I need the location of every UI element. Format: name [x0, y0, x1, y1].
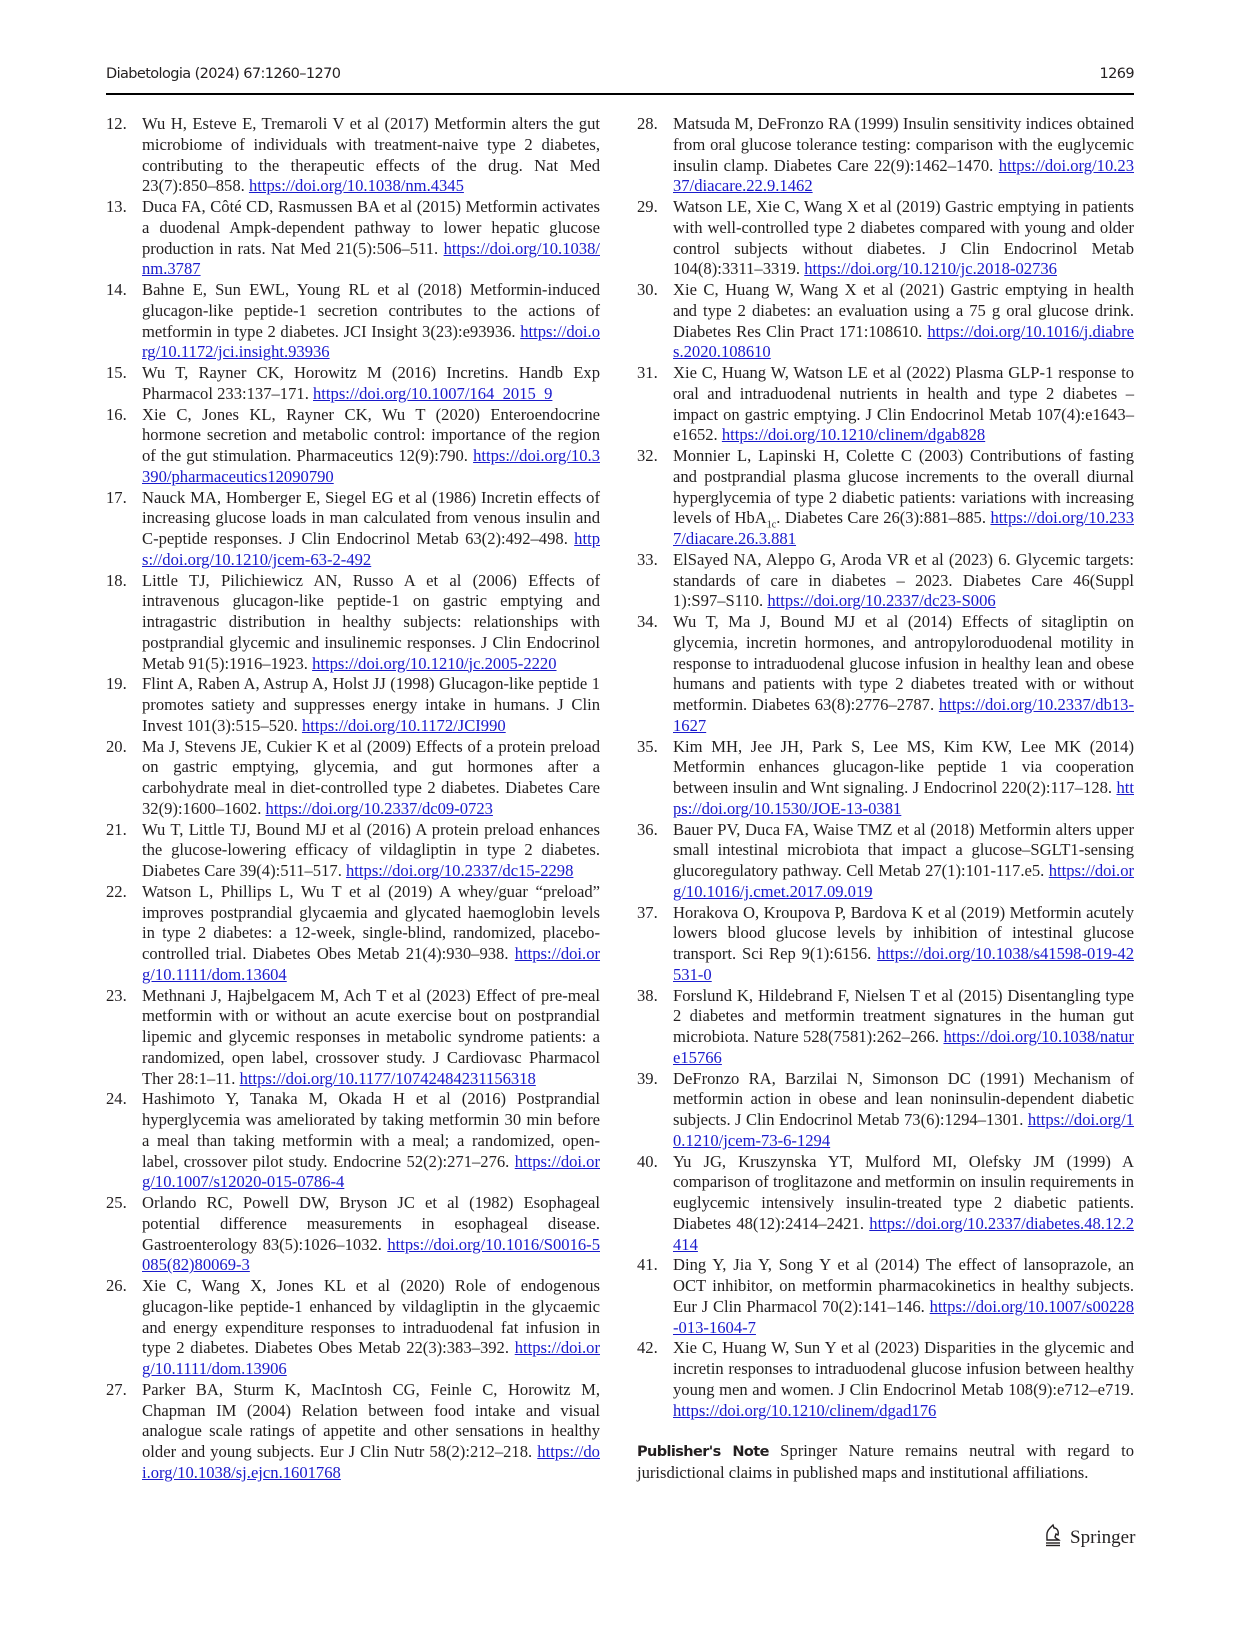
- reference-item: [106, 114, 600, 197]
- reference-item: [106, 737, 600, 820]
- reference-number: 15.: [106, 363, 127, 382]
- reference-item: [106, 197, 600, 280]
- reference-item: [637, 1255, 1134, 1338]
- reference-citation: Yu JG, Kruszynska YT, Mulford MI, Olefsky JM (1999) A comparison of troglitazone and metformin on insulin requirements in euglycemic intensively insulin-treated type 2 diabetic patients. Diabetes 48(12):2414–2421.: [673, 1151, 1134, 1233]
- reference-number: 24.: [106, 1089, 127, 1109]
- reference-text: [142, 674, 600, 736]
- reference-text: [673, 1255, 1134, 1338]
- doi-link[interactable]: https://doi.org/10.1210/jcem-63-2-492: [142, 529, 600, 569]
- reference-text: [142, 114, 600, 197]
- reference-citation: Xie C, Huang W, Wang X et al (2021) Gastric emptying in health and type 2 diabetes: an evaluation using a 75 g oral glucose drink. Diabetes Res Clin Pract 171:108610.: [673, 280, 1134, 341]
- doi-link[interactable]: https://doi.org/10.3390/pharmaceutics12090790: [142, 446, 600, 486]
- doi-link[interactable]: https://doi.org/10.1007/164_2015_9: [313, 383, 553, 403]
- reference-item: [106, 820, 600, 882]
- reference-citation: Bauer PV, Duca FA, Waise TMZ et al (2018) Metformin alters upper small intestinal microbiota that impact a glucose–SGLT1-sensing glucoregulatory pathway. Cell Metab 27(1):101-117.e5.: [673, 819, 1134, 880]
- reference-number: 26.: [106, 1276, 127, 1295]
- reference-text: [673, 280, 1134, 363]
- reference-number: 32.: [637, 446, 658, 465]
- reference-citation: Ding Y, Jia Y, Song Y et al (2014) The effect of lansoprazole, an OCT inhibitor, on metformin pharmacokinetics in healthy subjects. Eur J Clin Pharmacol 70(2):141–146.: [673, 1255, 1134, 1316]
- reference-item: [637, 820, 1134, 903]
- reference-item: [637, 446, 1134, 550]
- reference-text: [673, 1338, 1134, 1421]
- reference-text: [673, 612, 1134, 737]
- reference-citation: Bahne E, Sun EWL, Young RL et al (2018) Metformin-induced glucagon-like peptide-1 secretion contributes to the actions of metformin in type 2 diabetes. JCI Insight 3(23):e93936.: [142, 280, 600, 341]
- doi-link[interactable]: https://doi.org/10.2337/db13-1627: [673, 695, 1134, 735]
- publishers-note-text: Springer Nature remains neutral with regard to jurisdictional claims in published maps and institutional affiliations.: [637, 1441, 1134, 1482]
- reference-item: [637, 550, 1134, 612]
- reference-number: 25.: [106, 1193, 127, 1212]
- reference-citation: Monnier L, Lapinski H, Colette C (2003) Contributions of fasting and postprandial plasma glucose increments to the overall diurnal hyperglycemia of type 2 diabetic patients: variations with increasing levels of HbA: [673, 446, 1134, 528]
- reference-citation: Wu T, Ma J, Bound MJ et al (2014) Effects of sitagliptin on glycemia, incretin hormones, and antropyloroduodenal motility in response to intraduodenal glucose infusion in healthy lean and obese humans and patients with type 2 diabetes treated with or without metformin. Diabetes 63(8):2776–2787.: [673, 612, 1134, 714]
- reference-number: 30.: [637, 280, 658, 299]
- doi-link[interactable]: https://doi.org/10.2337/dc09-0723: [265, 798, 493, 818]
- reference-item: [106, 488, 600, 571]
- reference-citation: DeFronzo RA, Barzilai N, Simonson DC (1991) Mechanism of metformin action in obese and lean noninsulin-dependent diabetic subjects. J Clin Endocrinol Metab 73(6):1294–1301.: [673, 1068, 1134, 1129]
- reference-number: 20.: [106, 736, 127, 756]
- reference-citation: Flint A, Raben A, Astrup A, Holst JJ (1998) Glucagon-like peptide 1 promotes satiety and suppresses energy intake in humans. J Clin Invest 101(3):515–520.: [142, 674, 600, 735]
- reference-item: [106, 1276, 600, 1380]
- doi-link[interactable]: https://doi.org/10.1111/dom.13604: [142, 944, 601, 984]
- reference-number: 31.: [637, 363, 658, 382]
- doi-link[interactable]: https://doi.org/10.1210/clinem/dgad176: [673, 1400, 937, 1420]
- springer-logo: [1042, 1523, 1135, 1553]
- doi-link[interactable]: https://doi.org/10.1038/nm.4345: [248, 176, 464, 196]
- reference-text: [142, 882, 600, 986]
- reference-number: 29.: [637, 197, 658, 216]
- reference-item: [637, 903, 1134, 986]
- reference-item: [637, 197, 1134, 280]
- doi-link[interactable]: https://doi.org/10.1530/JOE-13-0381: [673, 778, 1134, 818]
- springer-knight-icon: [1042, 1523, 1064, 1553]
- doi-link[interactable]: https://doi.org/10.1007/s12020-015-0786-4: [142, 1151, 600, 1192]
- journal-citation: Diabetologia (2024) 67:1260–1270: [106, 66, 341, 82]
- reference-citation: Methnani J, Hajbelgacem M, Ach T et al (2023) Effect of pre-meal metformin with or without an acute exercise bout on postprandial lipemic and glycemic responses in metabolic syndrome patients: a randomized, open label, crossover study. J Cardiovasc Pharmacol Ther 28:1–11.: [142, 985, 600, 1088]
- page-number: 1269: [1099, 66, 1134, 82]
- reference-text: [142, 197, 600, 280]
- reference-text: [142, 405, 600, 488]
- reference-citation: Ma J, Stevens JE, Cukier K et al (2009) Effects of a protein preload on gastric emptying, glycemia, and gut hormones after a carbohydrate meal in diet-controlled type 2 diabetes. Diabetes Care 32(9):1600–1602.: [142, 736, 600, 818]
- reference-item: [106, 1193, 600, 1276]
- reference-text: [142, 571, 600, 675]
- reference-citation: Nauck MA, Homberger E, Siegel EG et al (1986) Incretin effects of increasing glucose loads in man calculated from venous insulin and C-peptide responses. J Clin Endocrinol Metab 63(2):492–498.: [142, 487, 600, 548]
- reference-item: [106, 1380, 600, 1484]
- doi-link[interactable]: https://doi.org/10.1210/clinem/dgab828: [721, 425, 986, 445]
- reference-item: [637, 363, 1134, 446]
- doi-link[interactable]: https://doi.org/10.1111/dom.13906: [142, 1338, 600, 1378]
- reference-text: [673, 550, 1134, 612]
- doi-link[interactable]: https://doi.org/10.1210/jc.2018-02736: [804, 259, 1057, 279]
- reference-number: 33.: [637, 549, 658, 569]
- reference-item: [637, 114, 1134, 197]
- reference-item: [637, 280, 1134, 363]
- reference-citation: Horakova O, Kroupova P, Bardova K et al (2019) Metformin acutely lowers blood glucose levels by inhibition of intestinal glucose transport. Sci Rep 9(1):6156.: [673, 902, 1134, 963]
- reference-citation: Watson L, Phillips L, Wu T et al (2019) A whey/guar “preload” improves postprandial glycaemia and glycated haemoglobin levels in type 2 diabetes: a 12-week, single-blind, randomized, placebo-controlled trial. Diabetes Obes Metab 21(4):930–938.: [142, 881, 600, 963]
- reference-text: [673, 197, 1134, 280]
- reference-text: [673, 363, 1134, 446]
- reference-citation: Duca FA, Côté CD, Rasmussen BA et al (2015) Metformin activates a duodenal Ampk-dependent pathway to lower hepatic glucose production in rats. Nat Med 21(5):506–511.: [142, 197, 600, 258]
- reference-item: [637, 1338, 1134, 1421]
- doi-link[interactable]: https://doi.org/10.2337/diacare.22.9.1462: [673, 155, 1135, 196]
- reference-number: 23.: [106, 985, 127, 1005]
- doi-link[interactable]: https://doi.org/10.1177/10742484231156318: [239, 1068, 536, 1088]
- reference-citation: Orlando RC, Powell DW, Bryson JC et al (1982) Esophageal potential difference measurements in esophageal disease. Gastroenterology 83(5):1026–1032.: [142, 1193, 600, 1254]
- reference-text: [673, 737, 1134, 820]
- reference-number: 36.: [637, 819, 658, 839]
- reference-citation: Wu H, Esteve E, Tremaroli V et al (2017) Metformin alters the gut microbiome of individuals with treatment-naive type 2 diabetes, contributing to the therapeutic effects of the drug. Nat Med 23(7):850–858.: [142, 114, 600, 196]
- reference-item: [637, 737, 1134, 820]
- springer-logo-text: Springer: [1070, 1527, 1136, 1548]
- reference-text: [142, 363, 600, 405]
- reference-citation: Hashimoto Y, Tanaka M, Okada H et al (2016) Postprandial hyperglycemia was ameliorated by taking metformin 30 min before a meal than taking metformin with a meal; a randomized, open-label, crossover pilot study. Endocrine 52(2):271–276.: [142, 1089, 600, 1171]
- reference-item: [106, 882, 600, 986]
- reference-citation: Wu T, Rayner CK, Horowitz M (2016) Incretins. Handb Exp Pharmacol 233:137–171.: [142, 363, 600, 403]
- reference-item: [106, 280, 600, 363]
- doi-link[interactable]: https://doi.org/10.1016/j.diabres.2020.108610: [673, 321, 1134, 362]
- reference-item: [106, 405, 600, 488]
- reference-item: [106, 1089, 600, 1193]
- reference-number: 22.: [106, 881, 127, 901]
- reference-citation: Matsuda M, DeFronzo RA (1999) Insulin sensitivity indices obtained from oral glucose tolerance testing: comparison with the euglycemic insulin clamp. Diabetes Care 22(9):1462–1470.: [673, 114, 1134, 175]
- reference-text: [142, 488, 600, 571]
- reference-number: 13.: [106, 197, 127, 216]
- reference-text: [673, 446, 1134, 550]
- reference-number: 27.: [106, 1379, 127, 1399]
- reference-text: [673, 1152, 1134, 1256]
- reference-item: [637, 1152, 1134, 1256]
- doi-link[interactable]: https://doi.org/10.1210/jc.2005-2220: [312, 653, 557, 673]
- reference-text: [142, 280, 600, 363]
- doi-link[interactable]: https://doi.org/10.1210/jcem-73-6-1294: [673, 1110, 1135, 1150]
- reference-citation: Parker BA, Sturm K, MacIntosh CG, Feinle C, Horowitz M, Chapman IM (2004) Relation between food intake and visual analogue scale ratings of appetite and other sensations in healthy older and young subjects. Eur J Clin Nutr 58(2):212–218.: [142, 1379, 600, 1461]
- reference-number: 28.: [637, 114, 658, 133]
- reference-number: 37.: [637, 902, 658, 922]
- reference-subscript: 1c: [766, 519, 777, 531]
- reference-text: [673, 903, 1134, 986]
- doi-link[interactable]: https://doi.org/10.1172/jci.insight.93936: [142, 321, 600, 362]
- reference-number: 38.: [637, 985, 658, 1005]
- reference-number: 19.: [106, 674, 127, 694]
- reference-text: [142, 737, 600, 820]
- reference-item: [106, 674, 600, 736]
- reference-number: 39.: [637, 1068, 658, 1088]
- reference-text: [142, 1380, 600, 1484]
- reference-number: 35.: [637, 736, 658, 756]
- reference-citation: Forslund K, Hildebrand F, Nielsen T et al (2015) Disentangling type 2 diabetes and metformin treatment signatures in the human gut microbiota. Nature 528(7581):262–266.: [673, 985, 1134, 1046]
- reference-citation-tail: . Diabetes Care 26(3):881–885.: [776, 508, 986, 528]
- reference-text: [142, 986, 600, 1090]
- reference-item: [637, 1069, 1134, 1152]
- reference-text: [673, 1069, 1134, 1152]
- doi-link[interactable]: https://doi.org/10.1038/nm.3787: [142, 238, 600, 279]
- reference-text: [673, 114, 1134, 197]
- references-list-right: [637, 114, 1134, 1421]
- doi-link[interactable]: https://doi.org/10.2337/dc23-S006: [767, 591, 996, 611]
- reference-item: [637, 986, 1134, 1069]
- reference-citation: Xie C, Wang X, Jones KL et al (2020) Role of endogenous glucagon-like peptide-1 enhanced by vildagliptin in the glycaemic and energy expenditure responses to intraduodenal fat infusion in type 2 diabetes. Diabetes Obes Metab 22(3):383–392.: [142, 1276, 600, 1358]
- references-column-left: [106, 114, 600, 1484]
- reference-text: [142, 1276, 600, 1380]
- reference-text: [142, 1089, 600, 1193]
- reference-text: [142, 1193, 600, 1276]
- reference-citation: Xie C, Jones KL, Rayner CK, Wu T (2020) Enteroendocrine hormone secretion and metabolic control: importance of the region of the gut stimulation. Pharmaceutics 12(9):790.: [142, 404, 600, 465]
- reference-number: 41.: [637, 1255, 658, 1275]
- doi-link[interactable]: https://doi.org/10.2337/diacare.26.3.881: [673, 508, 1134, 548]
- reference-number: 17.: [106, 487, 127, 507]
- reference-citation: Watson LE, Xie C, Wang X et al (2019) Gastric emptying in patients with well-controlled type 2 diabetes compared with young and older control subjects without diabetes. J Clin Endocrinol Metab 104(8):3311–3319.: [673, 197, 1134, 279]
- reference-citation: Kim MH, Jee JH, Park S, Lee MS, Kim KW, Lee MK (2014) Metformin enhances glucagon-like peptide 1 via cooperation between insulin and Wnt signaling. J Endocrinol 220(2):117–128.: [673, 736, 1134, 797]
- reference-text: [673, 820, 1134, 903]
- reference-number: 42.: [637, 1338, 658, 1358]
- reference-number: 21.: [106, 819, 127, 839]
- references-column-right: [637, 114, 1134, 1500]
- doi-link[interactable]: https://doi.org/10.2337/dc15-2298: [346, 861, 574, 880]
- reference-text: [142, 820, 600, 882]
- reference-number: 18.: [106, 570, 127, 590]
- doi-link[interactable]: https://doi.org/10.2337/diabetes.48.12.2414: [673, 1213, 1134, 1254]
- reference-citation: Little TJ, Pilichiewicz AN, Russo A et al (2006) Effects of intravenous glucagon-like peptide-1 on gastric emptying and intragastric distribution in healthy subjects: relationships with postprandial glycemic and insulinemic responses. J Clin Endocrinol Metab 91(5):1916–1923.: [142, 570, 600, 673]
- reference-number: 40.: [637, 1151, 658, 1171]
- reference-number: 12.: [106, 114, 127, 133]
- reference-citation: ElSayed NA, Aleppo G, Aroda VR et al (2023) 6. Glycemic targets: standards of care in diabetes – 2023. Diabetes Care 46(Suppl 1):S97–S110.: [673, 549, 1134, 611]
- reference-citation: Xie C, Huang W, Watson LE et al (2022) Plasma GLP-1 response to oral and intraduodenal nutrients in health and type 2 diabetes – impact on gastric emptying. J Clin Endocrinol Metab 107(4):e1643–e1652.: [673, 363, 1134, 445]
- reference-number: 34.: [637, 612, 658, 631]
- reference-number: 14.: [106, 280, 127, 299]
- doi-link[interactable]: https://doi.org/10.1038/s41598-019-42531-0: [673, 944, 1134, 984]
- reference-item: [106, 571, 600, 675]
- reference-item: [106, 986, 600, 1090]
- reference-citation: Wu T, Little TJ, Bound MJ et al (2016) A protein preload enhances the glucose-lowering efficacy of vildagliptin in type 2 diabetes. Diabetes Care 39(4):511–517.: [142, 819, 600, 880]
- reference-item: [106, 363, 600, 405]
- reference-text: [673, 986, 1134, 1069]
- reference-item: [637, 612, 1134, 737]
- doi-link[interactable]: https://doi.org/10.1007/s00228-013-1604-7: [673, 1296, 1134, 1337]
- publishers-note: [637, 1441, 1134, 1484]
- doi-link[interactable]: https://doi.org/10.1016/S0016-5085(82)80069-3: [142, 1234, 600, 1275]
- reference-number: 16.: [106, 404, 127, 424]
- doi-link[interactable]: https://doi.org/10.1172/JCI990: [301, 715, 506, 735]
- running-header: [106, 66, 1134, 95]
- reference-citation: Xie C, Huang W, Sun Y et al (2023) Disparities in the glycemic and incretin responses to intraduodenal glucose infusion between healthy young men and women. J Clin Endocrinol Metab 108(9):e712–e719.: [673, 1338, 1134, 1399]
- doi-link[interactable]: https://doi.org/10.1038/nature15766: [673, 1027, 1134, 1067]
- doi-link[interactable]: https://doi.org/10.1016/j.cmet.2017.09.019: [673, 861, 1135, 901]
- doi-link[interactable]: https://doi.org/10.1038/sj.ejcn.1601768: [142, 1442, 600, 1482]
- publishers-note-label: Publisher's Note: [637, 1444, 769, 1461]
